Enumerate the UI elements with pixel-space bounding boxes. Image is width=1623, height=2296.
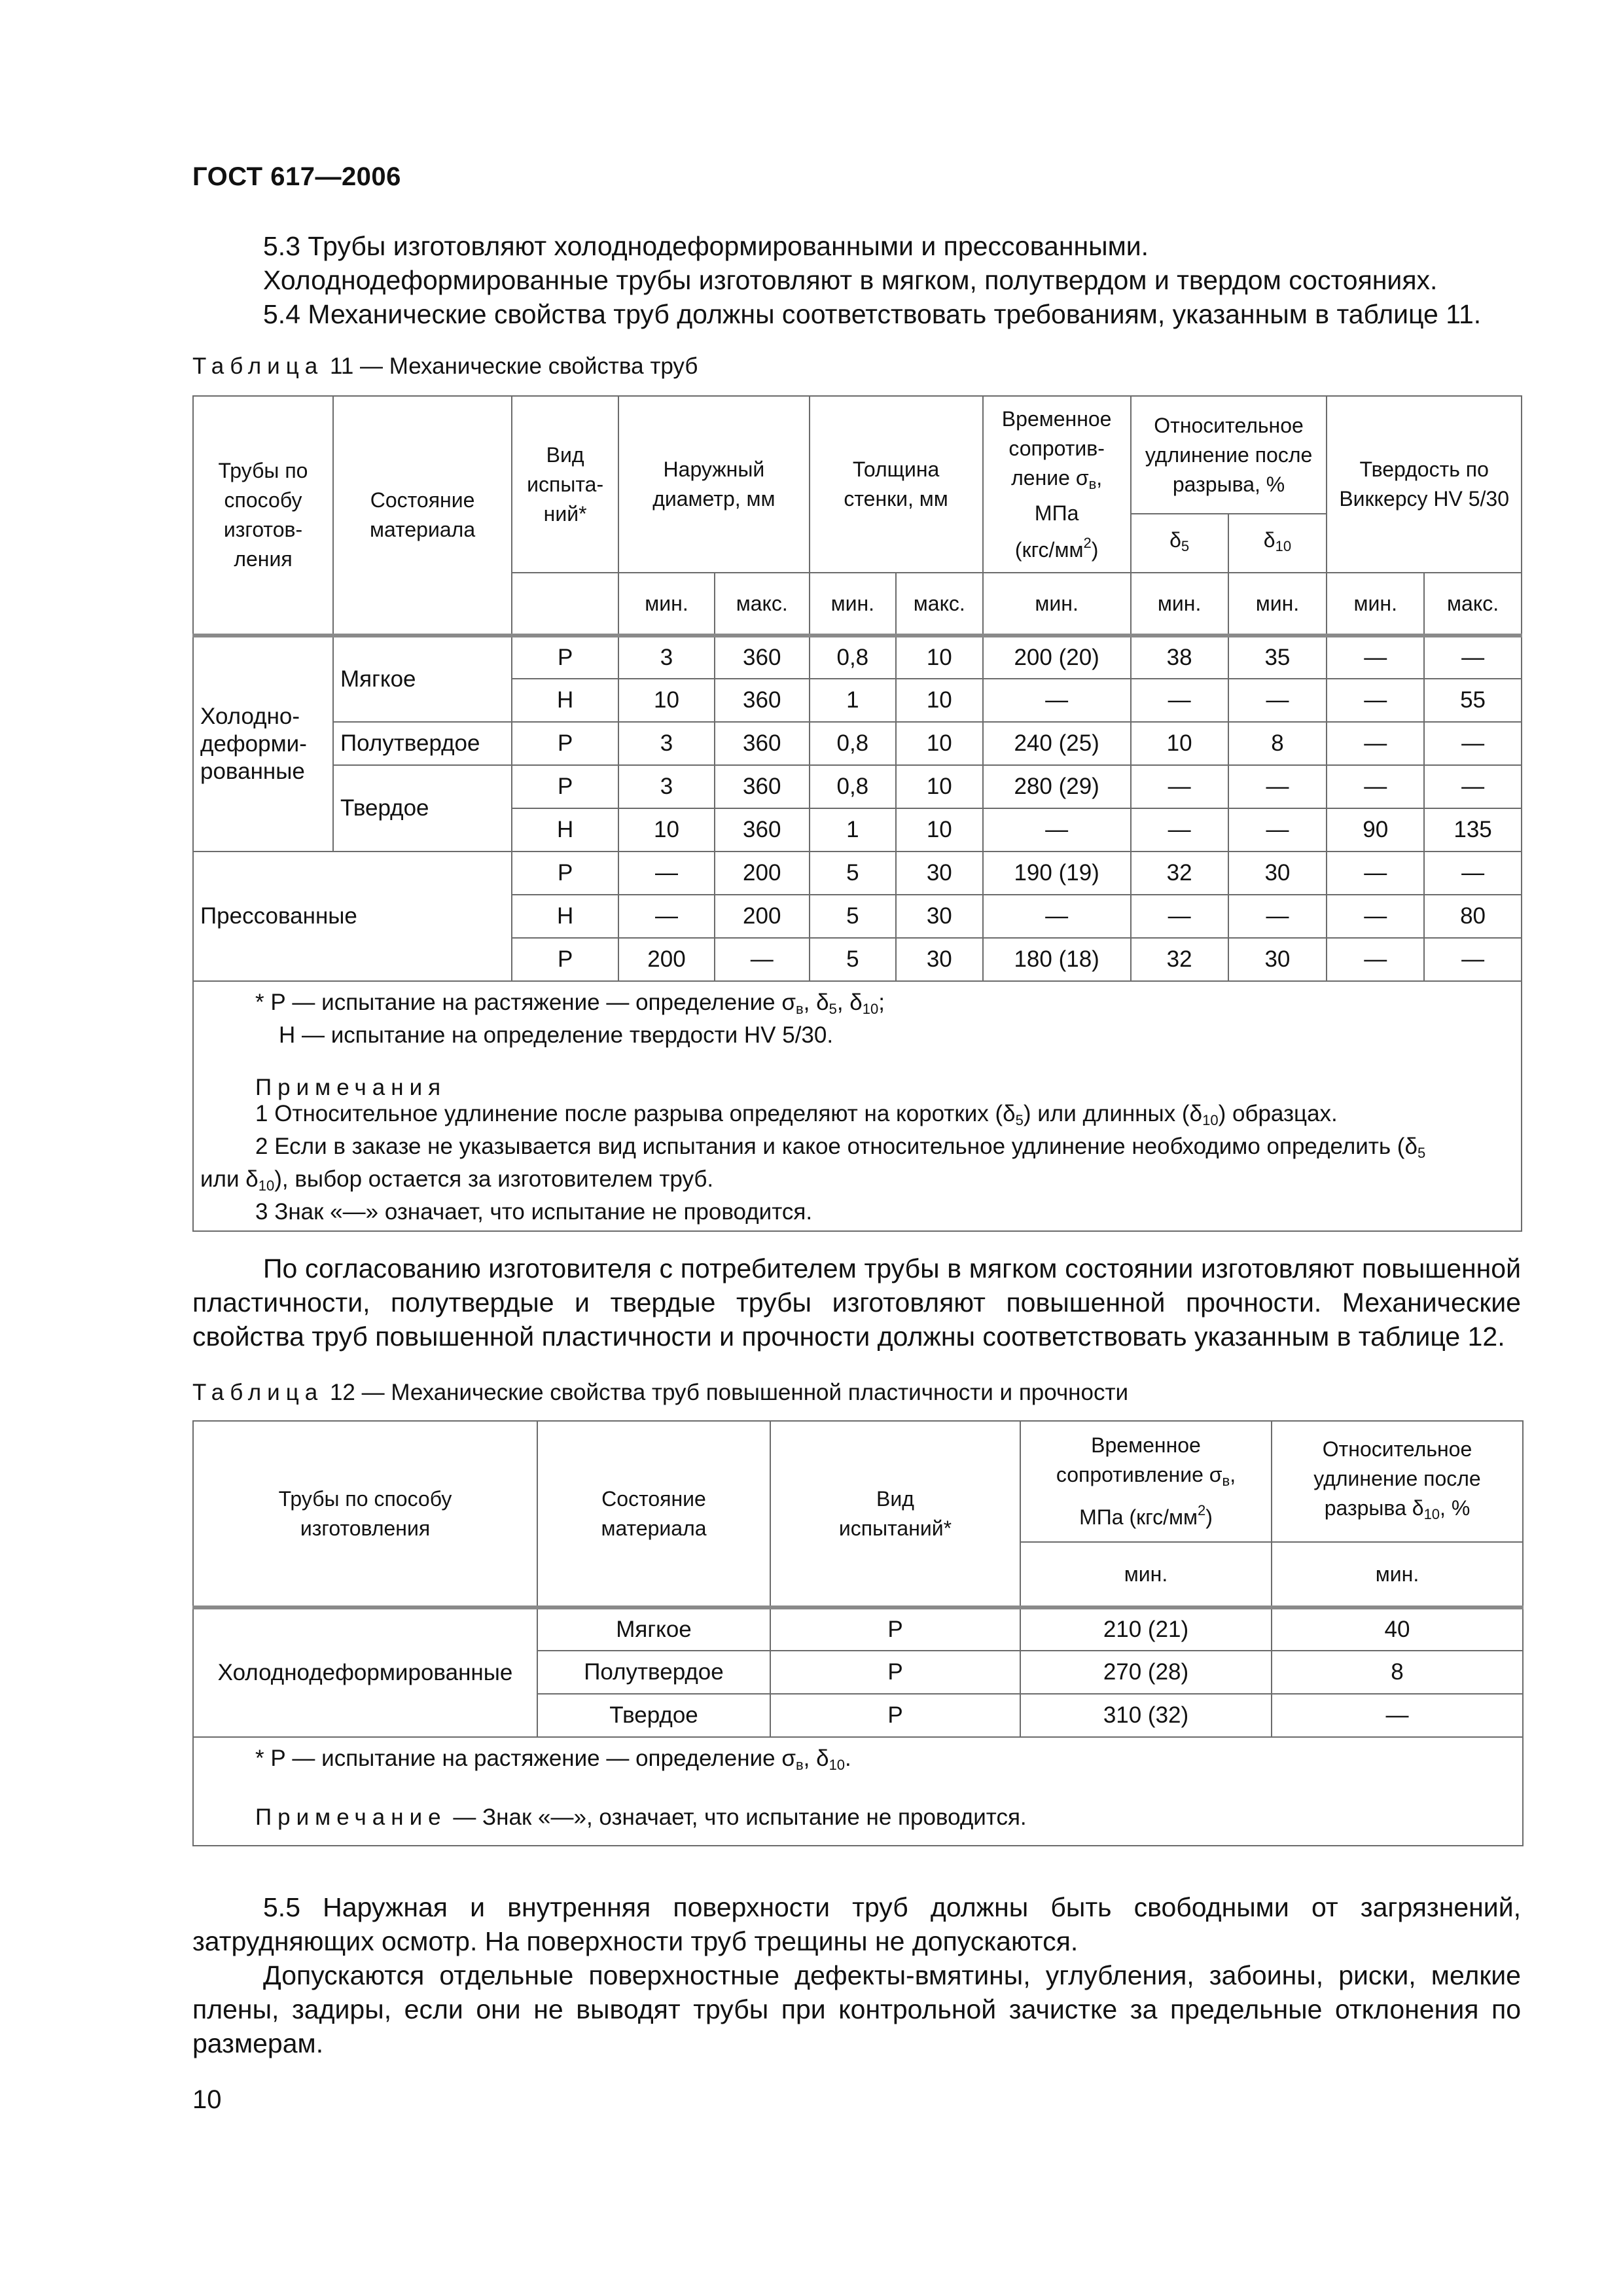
cell: — (983, 808, 1131, 852)
header-method: Трубы по способу изготов- ления (193, 396, 333, 636)
header-elongation: Относительное удлинение после разрыва, % (1131, 396, 1327, 514)
cell: 360 (715, 722, 810, 765)
cell: 135 (1424, 808, 1522, 852)
cell: Н (512, 895, 618, 938)
header-delta10: $\delta_{10}$ (1228, 514, 1327, 573)
document-code: ГОСТ 617—2006 (192, 162, 401, 191)
group-cold-deformed: Холодно- деформи- рованные (193, 636, 333, 852)
cell: Р (512, 938, 618, 981)
cell: 5 (810, 852, 896, 895)
header-min: мин. (810, 573, 896, 636)
cell: 1 (810, 679, 896, 722)
cell: Р (770, 1694, 1020, 1737)
cell: Р (512, 722, 618, 765)
header-min: мин. (1020, 1542, 1272, 1607)
header-wall-thickness: Толщина стенки, мм (810, 396, 983, 573)
header-state: Состояние материала (537, 1421, 770, 1607)
cell: 80 (1424, 895, 1522, 938)
table-12-notes: * Р — испытание на растяжение — определение $\sigma_в$, $\delta_{10}$. Примечание — Знак «—», означает, что испытание не проводится. (193, 1737, 1523, 1846)
table-row (193, 852, 1522, 895)
cell: 180 (18) (983, 938, 1131, 981)
cell: 0,8 (810, 722, 896, 765)
cell: 360 (715, 765, 810, 808)
table-row (193, 636, 1522, 679)
cell: Полутвердое (537, 1651, 770, 1694)
paragraph-5-5: 5.5 Наружная и внутренняя поверхности труб должны быть свободными от загрязнений, затрудняющих осмотр. На поверхности труб трещины не допускаются. (192, 1892, 1521, 1956)
cell: Твердое (537, 1694, 770, 1737)
header-max: макс. (896, 573, 982, 636)
header-max: макс. (1424, 573, 1522, 636)
cell: Р (512, 636, 618, 679)
cell: 10 (896, 679, 982, 722)
paragraph-5-3-cont: Холоднодеформированные трубы изготовляют в мягком, полутвердом и твердом состояниях. (263, 265, 1438, 295)
cell: 8 (1228, 722, 1327, 765)
cell: 360 (715, 679, 810, 722)
header-outer-diameter: Наружный диаметр, мм (618, 396, 809, 573)
header-test-type: Вид испытаний* (770, 1421, 1020, 1607)
cell: 10 (896, 808, 982, 852)
cell: 190 (19) (983, 852, 1131, 895)
cell: 3 (618, 722, 715, 765)
header-min: мин. (983, 573, 1131, 636)
cell: — (1424, 636, 1522, 679)
cell: 3 (618, 636, 715, 679)
table-12-caption: Таблица 12 — Механические свойства труб повышенной пластичности и прочности (192, 1380, 1129, 1405)
cell: 200 (715, 895, 810, 938)
cell: 240 (25) (983, 722, 1131, 765)
page-number: 10 (192, 2085, 222, 2114)
cell: 360 (715, 808, 810, 852)
header-state: Состояние материала (333, 396, 512, 636)
header-min: мин. (1131, 573, 1228, 636)
cell: — (1228, 765, 1327, 808)
cell: — (1327, 938, 1424, 981)
cell: — (983, 895, 1131, 938)
table-11-notes: * Р — испытание на растяжение — определение $\sigma_в$, $\delta_5$, $\delta_{10}$; Н — испытание на определение твердости HV 5/30. Примечания 1 Относительное удлинение после разрыва определяют на коротких $(\delta_5)$ или длинных $(\delta_{10})$ образцах. 2 Если в заказе не указывается вид испытания и какое относительное удлинение необходимо определить ($\delta_5$ или $\delta_{10}$), выбор остается за изготовителем труб. 3 Знак «—» означает, что испытание не проводится. (193, 981, 1522, 1231)
cell: — (1424, 852, 1522, 895)
cell: Р (770, 1651, 1020, 1694)
cell: — (1424, 722, 1522, 765)
cell: 35 (1228, 636, 1327, 679)
state-soft: Мягкое (333, 636, 512, 722)
cell: 30 (1228, 938, 1327, 981)
cell: 55 (1424, 679, 1522, 722)
cell: — (1327, 636, 1424, 679)
cell: 0,8 (810, 636, 896, 679)
cell: 310 (32) (1020, 1694, 1272, 1737)
paragraph-5-3: 5.3 Трубы изготовляют холоднодеформированными и прессованными. (263, 231, 1149, 261)
header-min: мин. (1228, 573, 1327, 636)
cell: — (983, 679, 1131, 722)
cell: Р (512, 765, 618, 808)
header-unit-empty (512, 573, 618, 636)
table-12 (192, 1420, 1524, 1846)
cell: 32 (1131, 852, 1228, 895)
cell: 32 (1131, 938, 1228, 981)
cell: — (1327, 765, 1424, 808)
table-11 (192, 395, 1522, 1232)
cell: 10 (896, 636, 982, 679)
header-test-type: Вид испыта- ний* (512, 396, 618, 573)
header-tensile-strength: Временное сопротивление $\sigma_в$, МПа $(кгс/мм^2)$ (1020, 1421, 1272, 1542)
cell: 3 (618, 765, 715, 808)
state-half-hard: Полутвердое (333, 722, 512, 765)
cell: — (1327, 722, 1424, 765)
cell: 90 (1327, 808, 1424, 852)
cell: 8 (1272, 1651, 1523, 1694)
cell: — (1327, 679, 1424, 722)
cell: 1 (810, 808, 896, 852)
cell: Р (512, 852, 618, 895)
header-min: мин. (1272, 1542, 1523, 1607)
cell: Мягкое (537, 1607, 770, 1651)
cell: 30 (1228, 852, 1327, 895)
cell: 270 (28) (1020, 1651, 1272, 1694)
cell: 10 (1131, 722, 1228, 765)
cell: — (1228, 679, 1327, 722)
header-method: Трубы по способу изготовления (193, 1421, 537, 1607)
cell: — (1327, 895, 1424, 938)
cell: — (1131, 808, 1228, 852)
cell: Н (512, 679, 618, 722)
cell: 5 (810, 895, 896, 938)
cell: 40 (1272, 1607, 1523, 1651)
cell: 10 (618, 679, 715, 722)
header-tensile-strength: Временное сопротив- ление $\sigma_в$, МПа $(кгс/мм^2)$ (983, 396, 1131, 573)
header-max: макс. (715, 573, 810, 636)
cell: 200 (20) (983, 636, 1131, 679)
cell: — (618, 895, 715, 938)
header-elongation: Относительное удлинение после разрыва $\delta_{10}$, % (1272, 1421, 1523, 1542)
header-hardness: Твердость по Виккерсу HV 5/30 (1327, 396, 1522, 573)
cell: 10 (896, 722, 982, 765)
cell: — (715, 938, 810, 981)
cell: — (1272, 1694, 1523, 1737)
cell: — (1131, 895, 1228, 938)
header-min: мин. (1327, 573, 1424, 636)
cell: — (1424, 938, 1522, 981)
paragraph-5-4: 5.4 Механические свойства труб должны соответствовать требованиям, указанным в таблице 11. (263, 299, 1482, 329)
cell: — (1131, 679, 1228, 722)
cell: 360 (715, 636, 810, 679)
cell: Н (512, 808, 618, 852)
cell: 200 (618, 938, 715, 981)
cell: 10 (896, 765, 982, 808)
group-pressed: Прессованные (193, 852, 512, 981)
table-row (193, 1607, 1523, 1651)
group-cold-deformed: Холоднодеформированные (193, 1607, 537, 1737)
cell: — (1228, 895, 1327, 938)
cell: — (1228, 808, 1327, 852)
cell: — (618, 852, 715, 895)
cell: 38 (1131, 636, 1228, 679)
header-min: мин. (618, 573, 715, 636)
cell: Р (770, 1607, 1020, 1651)
cell: 200 (715, 852, 810, 895)
table-row (193, 765, 1522, 808)
cell: 30 (896, 938, 982, 981)
cell: 10 (618, 808, 715, 852)
cell: 210 (21) (1020, 1607, 1272, 1651)
cell: 30 (896, 895, 982, 938)
state-hard: Твердое (333, 765, 512, 852)
cell: — (1327, 852, 1424, 895)
header-delta5: $\delta_5$ (1131, 514, 1228, 573)
cell: 5 (810, 938, 896, 981)
cell: 280 (29) (983, 765, 1131, 808)
cell: 30 (896, 852, 982, 895)
cell: — (1424, 765, 1522, 808)
cell: — (1131, 765, 1228, 808)
paragraph-5-5-cont: Допускаются отдельные поверхностные дефекты-вмятины, углубления, забоины, риски, мелкие плены, задиры, если они не выводят трубы при контрольной зачистке за предельные отклонения по размерам. (192, 1960, 1521, 2058)
table-11-caption: Таблица 11 — Механические свойства труб (192, 353, 698, 379)
paragraph-agreement: По согласованию изготовителя с потребителем трубы в мягком состоянии изготовляют повышенной пластичности, полутвердые и твердые трубы изготовляют повышенной прочности. Механические свойства труб повышенной пластичности и прочности должны соответствовать указанным в таблице 12. (192, 1253, 1521, 1352)
cell: 0,8 (810, 765, 896, 808)
table-row (193, 722, 1522, 765)
